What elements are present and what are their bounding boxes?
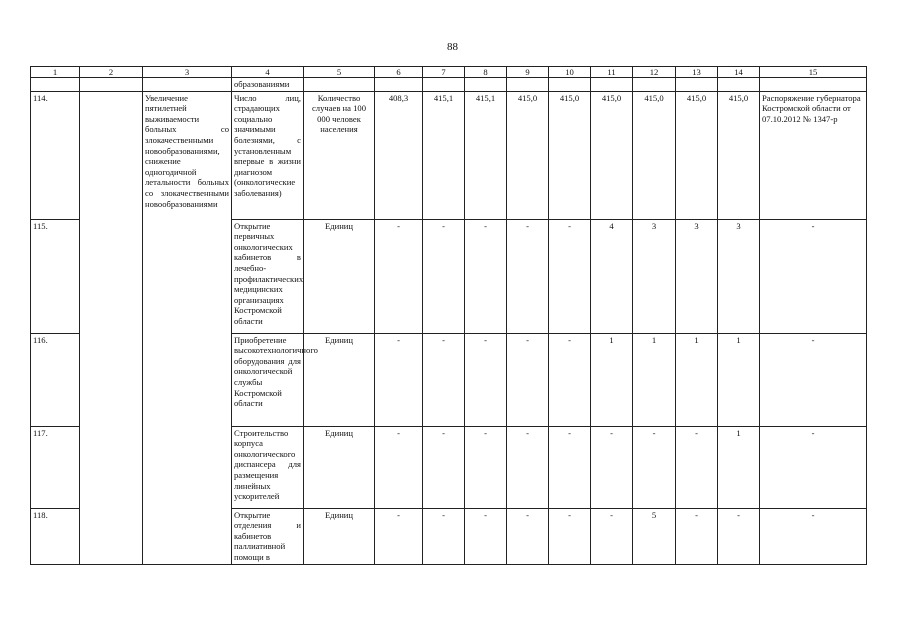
unit-cell: Единиц: [304, 426, 375, 508]
table-row: [31, 91, 867, 219]
unit-cell: Количество случаев на 100 000 человек населения: [304, 91, 375, 219]
source-cell: -: [760, 508, 867, 564]
value-cell: 1: [591, 333, 633, 426]
column-header: 11: [591, 67, 633, 78]
value-cell: -: [423, 219, 465, 333]
column-header: 6: [375, 67, 423, 78]
value-cell: 415,0: [676, 91, 718, 219]
value-cell: -: [676, 426, 718, 508]
empty-cell: [80, 91, 143, 564]
value-cell: -: [507, 219, 549, 333]
indicator-cell: Число лиц, страдающих социально значимыми болезнями, с установленным впервые в жизни диагнозом (онкологические заболевания): [232, 91, 304, 219]
value-cell: -: [423, 508, 465, 564]
column-header: 4: [232, 67, 304, 78]
page-number: 88: [447, 41, 458, 53]
column-header: 2: [80, 67, 143, 78]
source-cell: -: [760, 426, 867, 508]
value-cell: 415,0: [591, 91, 633, 219]
column-header: 1: [31, 67, 80, 78]
header-row: [31, 67, 867, 78]
indicator-cell: образованиями: [232, 78, 304, 92]
row-number: 116.: [31, 333, 80, 426]
value-cell: -: [465, 508, 507, 564]
value-cell: -: [465, 219, 507, 333]
value-cell: 3: [676, 219, 718, 333]
value-cell: -: [375, 426, 423, 508]
column-header: 5: [304, 67, 375, 78]
data-table: [30, 66, 867, 565]
column-header: 9: [507, 67, 549, 78]
value-cell: -: [549, 219, 591, 333]
continuation-row: [31, 78, 867, 92]
source-cell: -: [760, 333, 867, 426]
column-header: 7: [423, 67, 465, 78]
row-number: 117.: [31, 426, 80, 508]
source-cell: -: [760, 219, 867, 333]
value-cell: 415,1: [423, 91, 465, 219]
value-cell: -: [591, 508, 633, 564]
value-cell: -: [718, 508, 760, 564]
indicator-cell: Приобретение высокотехнологичного оборудования для онкологической службы Костромской области: [232, 333, 304, 426]
value-cell: 4: [591, 219, 633, 333]
value-cell: -: [465, 426, 507, 508]
column-header: 14: [718, 67, 760, 78]
value-cell: 3: [633, 219, 676, 333]
indicator-cell: Строительство корпуса онкологического диспансера для размещения линейных ускорителей: [232, 426, 304, 508]
value-cell: 415,0: [718, 91, 760, 219]
value-cell: -: [507, 333, 549, 426]
unit-cell: Единиц: [304, 333, 375, 426]
value-cell: 415,0: [507, 91, 549, 219]
column-header: 10: [549, 67, 591, 78]
value-cell: 3: [718, 219, 760, 333]
column-header: 15: [760, 67, 867, 78]
value-cell: -: [591, 426, 633, 508]
value-cell: -: [549, 333, 591, 426]
column-header: 12: [633, 67, 676, 78]
value-cell: -: [507, 426, 549, 508]
column-header: 8: [465, 67, 507, 78]
row-number: 114.: [31, 91, 80, 219]
indicator-cell: Открытие первичных онкологических кабинетов в лечебно-профилактических медицинских организациях Костромской области: [232, 219, 304, 333]
indicator-cell: Открытие отделения и кабинетов паллиативной помощи в: [232, 508, 304, 564]
value-cell: 415,0: [549, 91, 591, 219]
value-cell: 1: [718, 333, 760, 426]
source-cell: Распоряжение губернатора Костромской области от 07.10.2012 № 1347-р: [760, 91, 867, 219]
value-cell: 415,1: [465, 91, 507, 219]
row-number: 118.: [31, 508, 80, 564]
value-cell: 408,3: [375, 91, 423, 219]
value-cell: 1: [718, 426, 760, 508]
value-cell: -: [549, 426, 591, 508]
column-header: 3: [143, 67, 232, 78]
value-cell: -: [423, 333, 465, 426]
value-cell: -: [423, 426, 465, 508]
value-cell: -: [549, 508, 591, 564]
unit-cell: Единиц: [304, 219, 375, 333]
value-cell: -: [375, 508, 423, 564]
value-cell: -: [676, 508, 718, 564]
value-cell: -: [507, 508, 549, 564]
value-cell: -: [465, 333, 507, 426]
value-cell: 1: [633, 333, 676, 426]
row-number: 115.: [31, 219, 80, 333]
value-cell: 1: [676, 333, 718, 426]
value-cell: -: [633, 426, 676, 508]
value-cell: 5: [633, 508, 676, 564]
value-cell: -: [375, 219, 423, 333]
value-cell: 415,0: [633, 91, 676, 219]
unit-cell: Единиц: [304, 508, 375, 564]
column-header: 13: [676, 67, 718, 78]
value-cell: -: [375, 333, 423, 426]
goal-cell: Увеличение пятилетней выживаемости больных со злокачественными новообразованиями, снижение одногодичной летальности больных со злокачественными новообразованиями: [143, 91, 232, 564]
